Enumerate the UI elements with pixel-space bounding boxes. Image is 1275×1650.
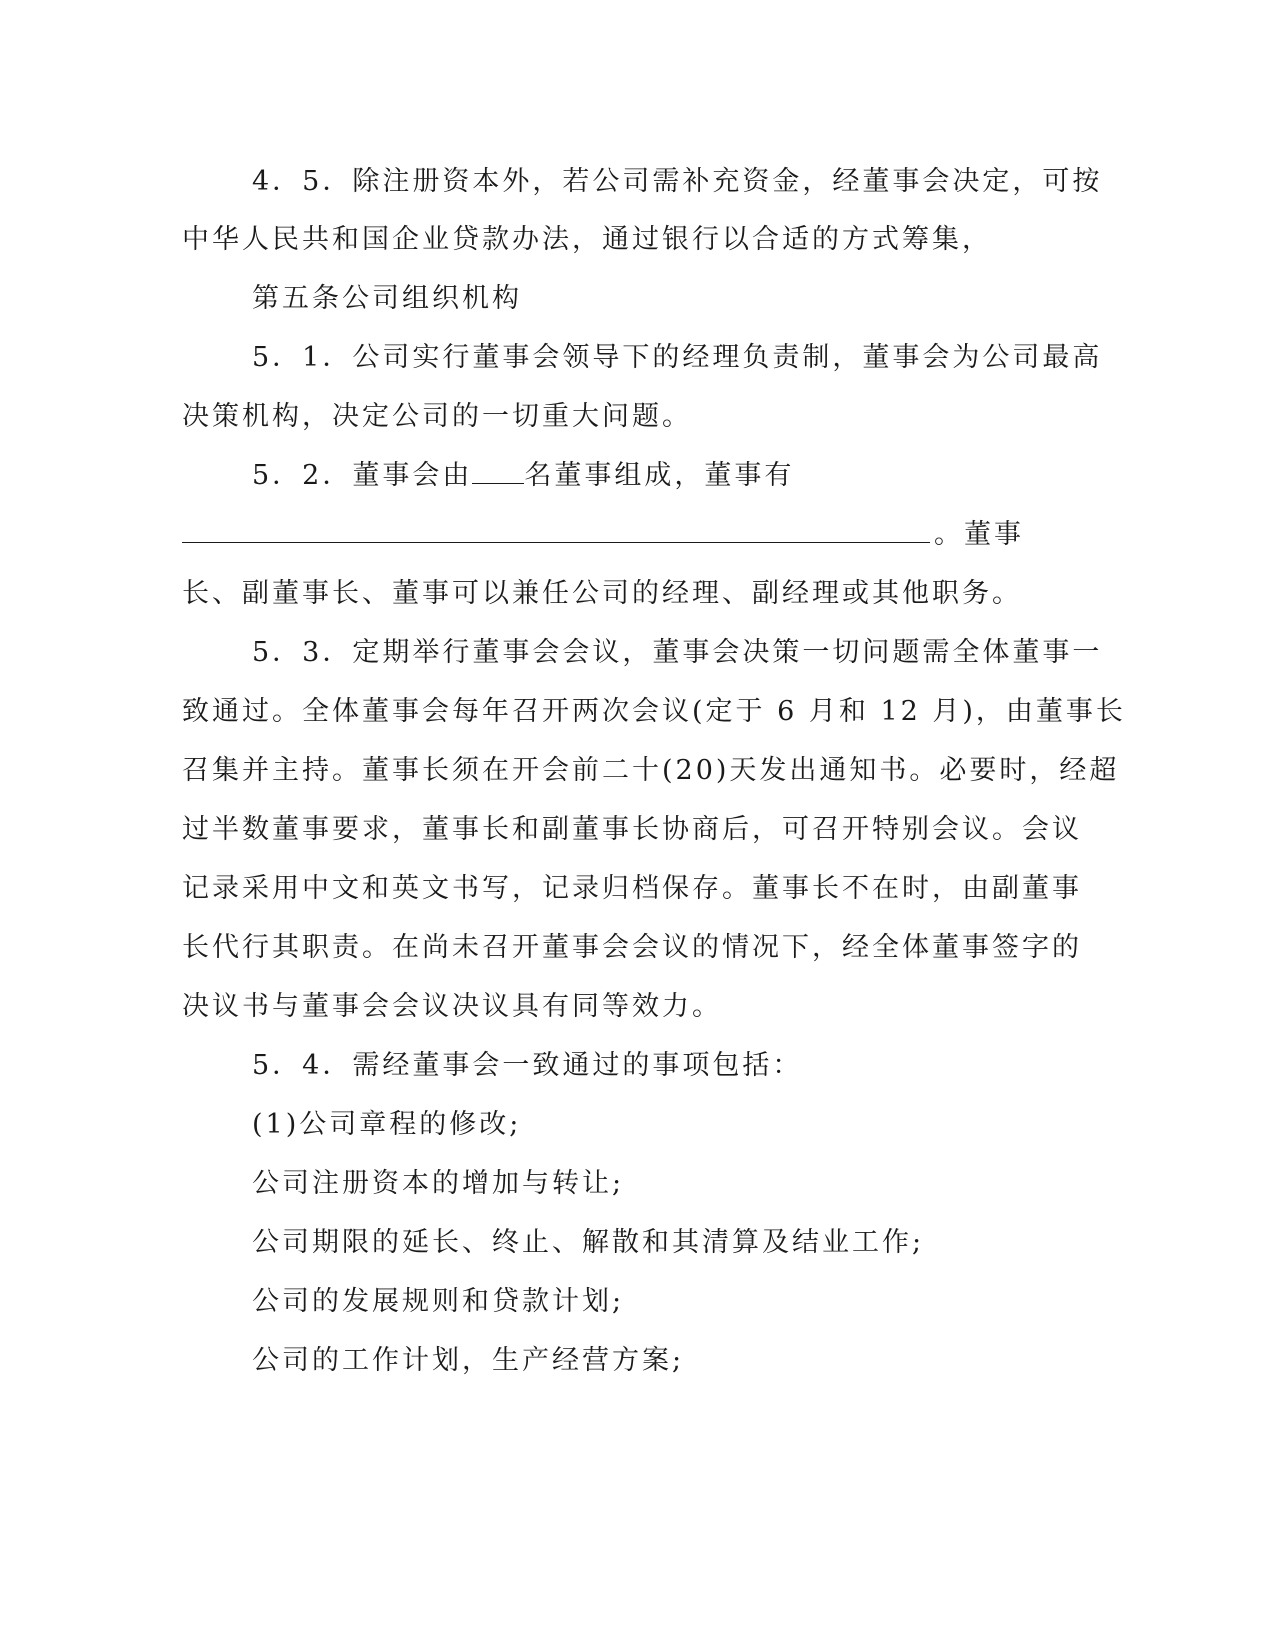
clause-5-2-line-1 <box>252 460 794 492</box>
clause-5-3-line-1: 5．3．定期举行董事会会议，董事会决策一切问题需全体董事一 <box>252 637 1103 668</box>
clause-5-3-line-6: 长代行其职责。在尚未召开董事会会议的情况下，经全体董事签字的 <box>182 932 1082 963</box>
clause-5-2-line-2 <box>182 519 1024 551</box>
list-item: 公司期限的延长、终止、解散和其清算及结业工作; <box>252 1227 925 1258</box>
clause-5-2-prefix: 5．2．董事会由 <box>252 460 473 491</box>
clause-5-1-line-1: 5．1．公司实行董事会领导下的经理负责制，董事会为公司最高 <box>252 342 1103 373</box>
clause-5-1-line-2: 决策机构，决定公司的一切重大问题。 <box>182 401 692 432</box>
director-names-blank[interactable] <box>182 520 930 543</box>
clause-5-3-line-7: 决议书与董事会会议决议具有同等效力。 <box>182 991 722 1022</box>
article-5-heading: 第五条公司组织机构 <box>252 283 522 314</box>
clause-5-3-line-2: 致通过。全体董事会每年召开两次会议(定于 6 月和 12 月)，由董事长 <box>182 696 1126 727</box>
clause-5-2-line-3: 长、副董事长、董事可以兼任公司的经理、副经理或其他职务。 <box>182 578 1022 609</box>
clause-5-3-line-3: 召集并主持。董事长须在开会前二十(20)天发出通知书。必要时，经超 <box>182 755 1120 786</box>
clause-5-4-heading: 5．4．需经董事会一致通过的事项包括： <box>252 1050 803 1081</box>
clause-5-3-line-4: 过半数董事要求，董事长和副董事长协商后，可召开特别会议。会议 <box>182 814 1082 845</box>
director-count-blank[interactable] <box>472 461 524 484</box>
clause-5-2-middle: 名董事组成，董事有 <box>524 460 795 491</box>
clause-5-2-suffix: 。董事 <box>934 519 1024 550</box>
list-item: 公司注册资本的增加与转让; <box>252 1168 625 1199</box>
list-item: 公司的工作计划，生产经营方案; <box>252 1345 685 1376</box>
clause-5-3-line-5: 记录采用中文和英文书写，记录归档保存。董事长不在时，由副董事 <box>182 873 1082 904</box>
list-item: 公司的发展规则和贷款计划; <box>252 1286 625 1317</box>
list-item: (1)公司章程的修改; <box>252 1109 522 1140</box>
clause-4-5-line-1: 4．5．除注册资本外，若公司需补充资金，经董事会决定，可按 <box>252 166 1103 197</box>
clause-4-5-line-2: 中华人民共和国企业贷款办法，通过银行以合适的方式筹集， <box>182 224 992 255</box>
